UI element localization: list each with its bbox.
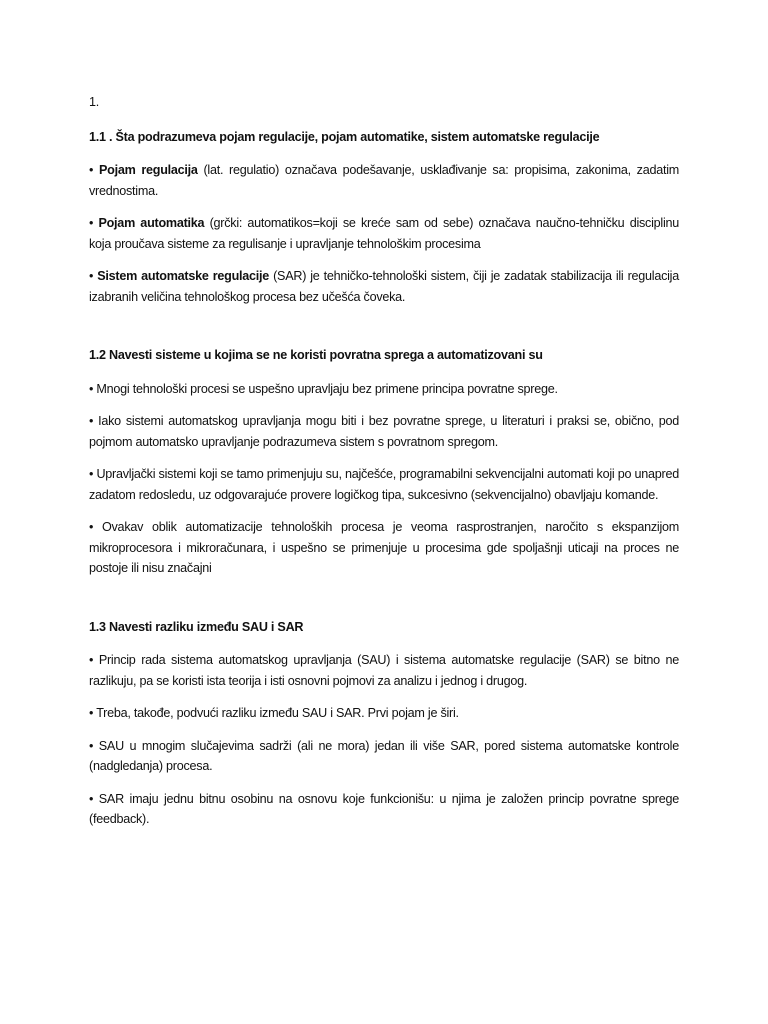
document-page — [89, 92, 679, 842]
bullet-text: Treba, takođe, podvući razliku između SAU i SAR. Prvi pojam je širi. — [96, 706, 459, 720]
term-description: (lat. regulatio) označava podešavanje, usklađivanje sa: propisima, zakonima, zadatim vrednostima. — [89, 163, 680, 198]
section-heading-1-3: 1.3 Navesti razliku između SAU i SAR — [89, 619, 304, 634]
section-number: 1. — [89, 95, 100, 109]
bullet-text: Princip rada sistema automatskog upravljanja (SAU) i sistema automatske regulacije (SAR) se bitno ne razlikuju, pa se koristi ista teorija i isti osnovni pojmovi za analizu i jednog i drugog. — [89, 653, 679, 688]
bullet-item: • SAR imaju jednu bitnu osobinu na osnovu koje funkcionišu: u njima je založen princip povratne sprege (feedback). — [89, 791, 679, 826]
section-heading-1-2: 1.2 Navesti sisteme u kojima se ne koristi povratna sprega a automatizovani su — [89, 348, 543, 362]
bullet-item: • Sistem automatske regulacije (SAR) je tehničko-tehnološki sistem, čiji je zadatak stabilizacija ili regulacija izabranih veličina tehnološkog procesa bez učešća čoveka. — [89, 269, 679, 304]
bullet-item: • Treba, takođe, podvući razliku između SAU i SAR. Prvi pojam je širi. — [89, 706, 459, 720]
term-description: (grčki: automatikos=koji se kreće sam od sebe) označava naučno-tehničku disciplinu koja proučava sisteme za regulisanje i upravljanje tehnološkim procesima — [89, 216, 679, 251]
bullet-item: • Princip rada sistema automatskog upravljanja (SAU) i sistema automatske regulacije (SAR) se bitno ne razlikuju, pa se koristi ista teorija i isti osnovni pojmovi za analizu i jednog i drugog. — [89, 653, 679, 688]
bullet-item: • SAU u mnogim slučajevima sadrži (ali ne mora) jedan ili više SAR, pored sistema automatske kontrole (nadgledanja) procesa. — [89, 738, 679, 773]
term-label: Pojam automatika — [98, 216, 205, 230]
bullet-text: Upravljački sistemi koji se tamo primenjuju su, najčešće, programabilni sekvencijalni automati koji po unapred zadatom redosledu, uz odgovarajuće provere logičkog tipa, sukcesivno (sekvencijalno) obavljaju komande. — [89, 467, 679, 502]
bullet-text: Iako sistemi automatskog upravljanja mogu biti i bez povratne sprege, u literaturi i praksi se, obično, pod pojmom automatsko upravljanje podrazumeva sistem s povratnom spregom. — [89, 414, 679, 449]
section-spacer — [89, 319, 679, 345]
bullet-item: • Upravljački sistemi koji se tamo primenjuju su, najčešće, programabilni sekvencijalni automati koji po unapred zadatom redosledu, uz odgovarajuće provere logičkog tipa, sukcesivno (sekvencijalno) obavljaju komande. — [89, 467, 679, 502]
bullet-item: • Pojam regulacija (lat. regulatio) označava podešavanje, usklađivanje sa: propisima, zakonima, zadatim vrednostima. — [89, 163, 680, 198]
bullet-item: • Iako sistemi automatskog upravljanja mogu biti i bez povratne sprege, u literaturi i praksi se, obično, pod pojmom automatsko upravljanje podrazumeva sistem s povratnom spregom. — [89, 414, 679, 449]
bullet-text: SAR imaju jednu bitnu osobinu na osnovu koje funkcionišu: u njima je založen princip povratne sprege (feedback). — [89, 791, 679, 826]
term-label: Pojam regulacija — [98, 163, 198, 177]
bullet-text: Ovakav oblik automatizacije tehnoloških procesa je veoma rasprostranjen, naročito s ekspanzijom mikroprocesora i mikroračunara, i uspešno se primenjuje u procesima gde spoljašnji uticaji na proces ne postoje ili nisu značajni — [89, 520, 679, 575]
term-label: Sistem automatske regulacije — [97, 269, 270, 283]
bullet-item: • Pojam automatika (grčki: automatikos=koji se kreće sam od sebe) označava naučno-tehničku disciplinu koja proučava sisteme za regulisanje i upravljanje tehnološkim procesima — [89, 216, 679, 251]
bullet-item: • Mnogi tehnološki procesi se uspešno upravljaju bez primene principa povratne sprege. — [89, 381, 558, 396]
bullet-item: • Ovakav oblik automatizacije tehnoloških procesa je veoma rasprostranjen, naročito s ekspanzijom mikroprocesora i mikroračunara, i uspešno se primenjuje u procesima gde spoljašnji uticaji na proces ne postoje ili nisu značajni — [89, 520, 679, 575]
term-description: (SAR) je tehničko-tehnološki sistem, čiji je zadatak stabilizacija ili regulacija izabranih veličina tehnološkog procesa bez učešća čoveka. — [89, 269, 679, 304]
bullet-text: Mnogi tehnološki procesi se uspešno upravljaju bez primene principa povratne sprege. — [96, 381, 558, 396]
section-spacer — [89, 591, 679, 617]
section-heading-1-1: 1.1 . Šta podrazumeva pojam regulacije, pojam automatike, sistem automatske regulacije — [89, 129, 600, 144]
bullet-text: SAU u mnogim slučajevima sadrži (ali ne mora) jedan ili više SAR, pored sistema automatske kontrole (nadgledanja) procesa. — [89, 738, 679, 773]
